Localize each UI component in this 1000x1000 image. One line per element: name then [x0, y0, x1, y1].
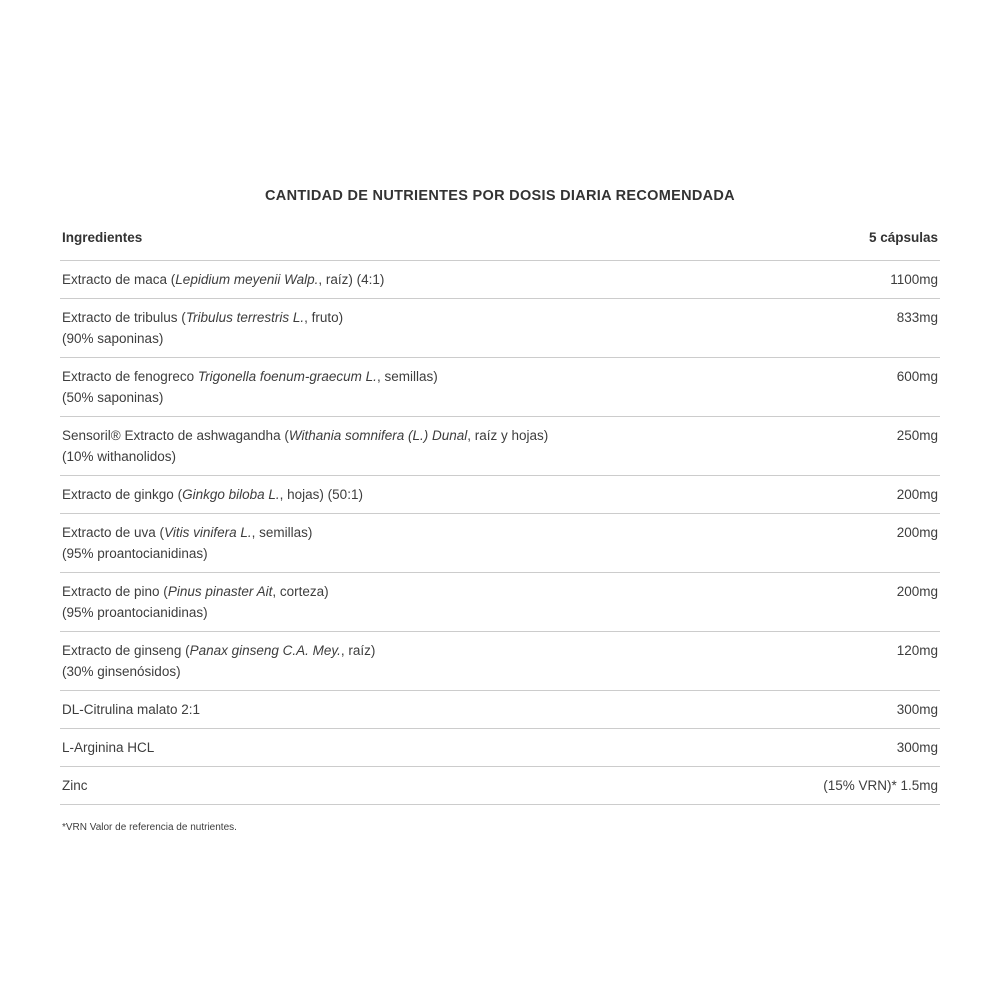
ingredient-name — [62, 581, 897, 623]
ingredient-latin-name: Ginkgo biloba L. — [182, 487, 280, 502]
ingredient-text-suffix: , raíz) — [340, 643, 376, 658]
table-header-row — [60, 230, 940, 261]
ingredient-note: (95% proantocianidinas) — [62, 605, 208, 620]
column-header-dose: 5 cápsulas — [868, 230, 938, 245]
table-row — [60, 514, 940, 573]
ingredient-text-prefix: Zinc — [62, 778, 88, 793]
ingredient-latin-name: Lepidium meyenii Walp. — [175, 272, 319, 287]
ingredient-name — [62, 699, 897, 720]
ingredient-text-prefix: Extracto de maca ( — [62, 272, 176, 287]
table-row — [60, 691, 940, 729]
ingredient-name — [62, 425, 897, 467]
ingredient-amount: 200mg — [896, 525, 938, 540]
footnote: *VRN Valor de referencia de nutrientes. — [62, 822, 237, 833]
ingredient-amount: (15% VRN)* 1.5mg — [823, 778, 938, 793]
ingredient-amount: 1100mg — [890, 272, 938, 287]
ingredient-amount: 833mg — [896, 310, 938, 325]
table-row — [60, 632, 940, 691]
ingredient-text-prefix: Extracto de ginseng ( — [62, 643, 190, 658]
table-row — [60, 729, 940, 767]
ingredient-text-suffix: , corteza) — [272, 584, 329, 599]
ingredient-text-suffix: , hojas) (50:1) — [279, 487, 363, 502]
table-row — [60, 299, 940, 358]
ingredient-text-prefix: Extracto de ginkgo ( — [62, 487, 183, 502]
ingredient-text-suffix: , semillas) — [376, 369, 438, 384]
ingredient-name — [62, 484, 897, 505]
table-row — [60, 417, 940, 476]
ingredient-text-prefix: Extracto de fenogreco — [62, 369, 198, 384]
ingredient-text-suffix: , fruto) — [304, 310, 344, 325]
ingredient-amount: 200mg — [896, 487, 938, 502]
ingredient-name — [62, 522, 897, 564]
ingredient-name — [62, 269, 890, 290]
ingredient-latin-name: Withania somnifera (L.) Dunal — [288, 428, 468, 443]
ingredient-name — [62, 366, 897, 408]
table-row — [60, 767, 940, 805]
ingredient-text-prefix: Extracto de pino ( — [62, 584, 168, 599]
ingredient-text-suffix: , semillas) — [251, 525, 313, 540]
ingredient-amount: 120mg — [896, 643, 938, 658]
ingredient-note: (95% proantocianidinas) — [62, 546, 208, 561]
ingredient-note: (50% saponinas) — [62, 390, 164, 405]
ingredient-amount: 300mg — [896, 702, 938, 717]
column-header-ingredients: Ingredientes — [62, 230, 143, 245]
ingredient-amount: 200mg — [896, 584, 938, 599]
ingredient-latin-name: Pinus pinaster Ait — [167, 584, 273, 599]
table-row — [60, 358, 940, 417]
ingredient-text-suffix: , raíz y hojas) — [467, 428, 549, 443]
ingredient-text-prefix: DL-Citrulina malato 2:1 — [62, 702, 201, 717]
ingredient-latin-name: Tribulus terrestris L. — [185, 310, 305, 325]
table-row — [60, 261, 940, 299]
ingredient-note: (30% ginsenósidos) — [62, 664, 181, 679]
ingredient-amount: 250mg — [896, 428, 938, 443]
page-title: CANTIDAD DE NUTRIENTES POR DOSIS DIARIA RECOMENDADA — [265, 188, 735, 204]
ingredient-text-prefix: Extracto de uva ( — [62, 525, 165, 540]
table-body — [60, 261, 940, 805]
table-row — [60, 476, 940, 514]
ingredient-latin-name: Trigonella foenum-graecum L. — [197, 369, 377, 384]
ingredient-latin-name: Panax ginseng C.A. Mey. — [189, 643, 341, 658]
ingredient-note: (90% saponinas) — [62, 331, 164, 346]
ingredient-name — [62, 307, 897, 349]
ingredient-latin-name: Vitis vinifera L. — [164, 525, 252, 540]
ingredient-amount: 300mg — [896, 740, 938, 755]
ingredient-note: (10% withanolidos) — [62, 449, 177, 464]
ingredient-amount: 600mg — [896, 369, 938, 384]
ingredient-text-prefix: Sensoril® Extracto de ashwagandha ( — [62, 428, 289, 443]
nutrients-table — [60, 230, 940, 805]
ingredient-text-prefix: Extracto de tribulus ( — [62, 310, 186, 325]
ingredient-name — [62, 737, 897, 758]
ingredient-name — [62, 640, 897, 682]
ingredient-text-prefix: L-Arginina HCL — [62, 740, 155, 755]
ingredient-name — [62, 775, 823, 796]
ingredient-text-suffix: , raíz) (4:1) — [318, 272, 385, 287]
table-row — [60, 573, 940, 632]
